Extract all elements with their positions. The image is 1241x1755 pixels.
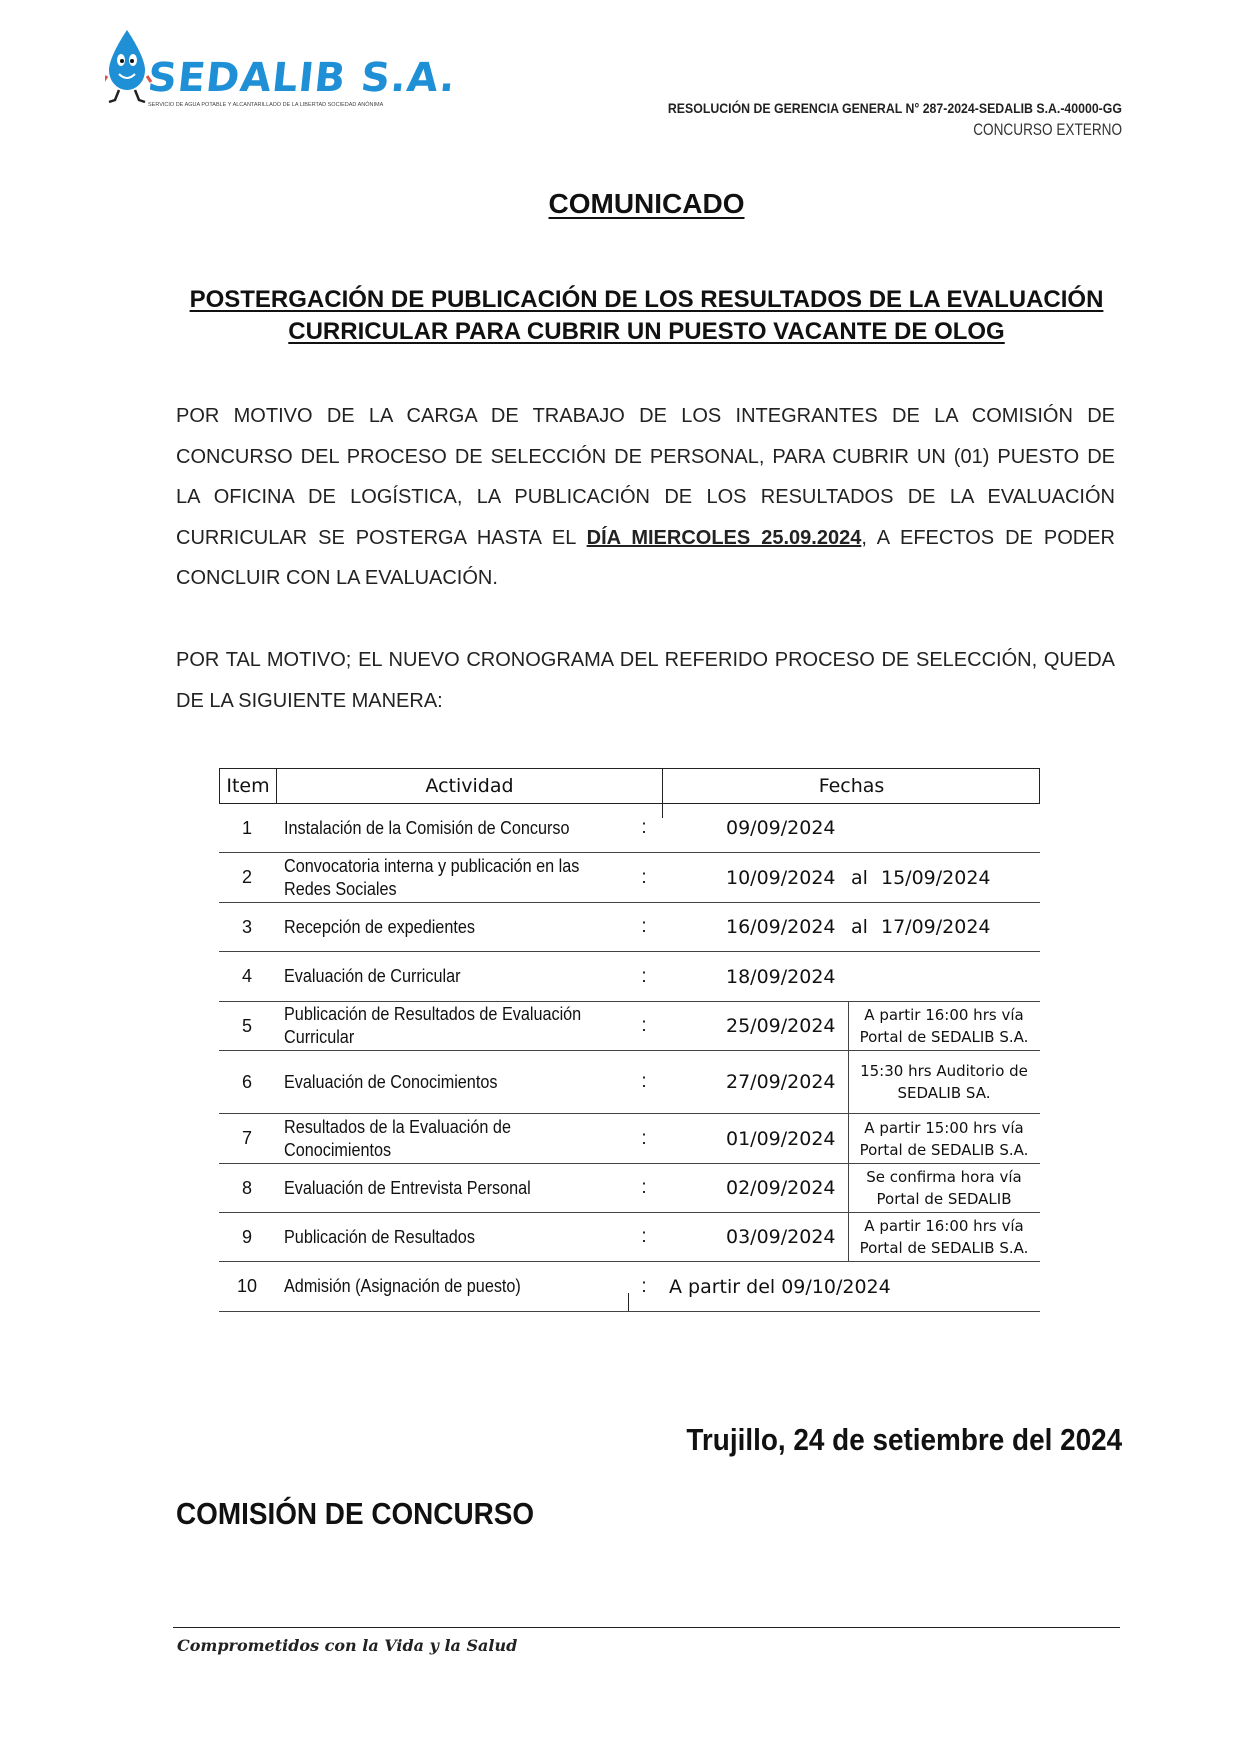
- row-date: 16/09/2024: [726, 916, 836, 938]
- row-date-end: 17/09/2024: [881, 916, 991, 938]
- footer-divider: [173, 1627, 1120, 1628]
- row-item-number: 7: [241, 1128, 252, 1148]
- row-activity: Convocatoria interna y publicación en las Redes Sociales: [284, 855, 580, 899]
- row-item-number: 2: [241, 867, 252, 887]
- place-and-date: Trujillo, 24 de setiembre del 2024: [686, 1422, 1122, 1457]
- row-item-number: 3: [241, 916, 252, 937]
- announcement-paragraph: [176, 396, 1115, 599]
- table-body: [219, 804, 1040, 1312]
- row-item-number: 6: [241, 1071, 252, 1092]
- signature-committee: COMISIÓN DE CONCURSO: [176, 1496, 535, 1531]
- row-date: 09/09/2024: [726, 817, 836, 839]
- table-row: [219, 1114, 1040, 1164]
- logo-wordmark: SEDALIB S.A.: [145, 55, 459, 101]
- row-range-word: al: [851, 916, 868, 938]
- schedule-table: [219, 768, 1040, 1312]
- row-item-number: 9: [241, 1226, 252, 1247]
- new-date-highlight: DÍA MIERCOLES 25.09.2024: [586, 526, 862, 549]
- row-date: 02/09/2024: [726, 1177, 836, 1199]
- table-row: [219, 853, 1040, 903]
- document-subtitle-line-2: CURRICULAR PARA CUBRIR UN PUESTO VACANTE DE OLOG: [288, 318, 1005, 345]
- row-date-end: 15/09/2024: [881, 866, 991, 889]
- row-date-text: A partir del 09/10/2024: [669, 1275, 891, 1298]
- row-activity: Instalación de la Comisión de Concurso: [284, 817, 570, 838]
- table-row: [219, 1051, 1040, 1114]
- row-activity: Publicación de Resultados de Evaluación Curricular: [284, 1004, 582, 1047]
- paragraph-text-end: , A EFECTOS DE PODER CONCLUIR CON LA EVALUACIÓN.: [176, 526, 1115, 589]
- row-note: A partir 15:00 hrs vía Portal de SEDALIB S.A.: [859, 1118, 1029, 1159]
- table-row: [219, 952, 1040, 1002]
- row-date: 25/09/2024: [726, 1015, 836, 1037]
- row-date: 03/09/2024: [726, 1226, 836, 1248]
- contest-type: CONCURSO EXTERNO: [973, 120, 1122, 139]
- row-note: 15:30 hrs Auditorio de SEDALIB SA.: [860, 1062, 1028, 1102]
- row-activity: Admisión (Asignación de puesto): [284, 1276, 521, 1296]
- schedule-intro-paragraph: POR TAL MOTIVO; EL NUEVO CRONOGRAMA DEL REFERIDO PROCESO DE SELECCIÓN, QUEDA DE LA SIGUIENTE MANERA:: [176, 649, 1115, 712]
- row-date: 27/09/2024: [726, 1071, 836, 1093]
- document-subtitle-line-1: POSTERGACIÓN DE PUBLICACIÓN DE LOS RESULTADOS DE LA EVALUACIÓN: [189, 286, 1104, 313]
- water-drop-mascot-icon: [109, 30, 145, 90]
- row-date: 01/09/2024: [726, 1127, 836, 1150]
- row-activity: Evaluación de Conocimientos: [284, 1071, 498, 1092]
- row-colon: :: [641, 965, 647, 987]
- footer-slogan: Comprometidos con la Vida y la Salud: [177, 1636, 518, 1655]
- row-item-number: 1: [241, 817, 252, 838]
- row-colon: :: [641, 866, 647, 888]
- row-item-number: 5: [241, 1015, 252, 1036]
- row-colon: :: [641, 1015, 647, 1036]
- row-item-number: 8: [241, 1177, 252, 1198]
- header-fechas: Fechas: [818, 775, 885, 797]
- row-note: A partir 16:00 hrs vía Portal de SEDALIB S.A.: [859, 1217, 1029, 1257]
- paragraph-text: POR MOTIVO DE LA CARGA DE TRABAJO DE LOS INTEGRANTES DE LA COMISIÓN DE CONCURSO DEL PROCESO DE SELECCIÓN DE PERSONAL, PARA CUBRIR UN (01) PUESTO DE LA OFICINA DE LOGÍSTICA, LA PUBLICACIÓN DE LOS RESULTADOS DE LA EVALUACIÓN CURRICULAR SE POSTERGA HASTA EL: [176, 405, 1115, 549]
- row-range-word: al: [851, 866, 868, 889]
- row-colon: :: [641, 916, 647, 937]
- row-colon: :: [641, 1177, 647, 1198]
- table-row: [219, 1213, 1040, 1262]
- row-colon: :: [641, 1127, 647, 1149]
- row-activity: Recepción de expedientes: [284, 916, 475, 937]
- row-date: 10/09/2024: [726, 866, 836, 889]
- row-item-number: 4: [241, 966, 252, 986]
- table-row: [219, 1002, 1040, 1051]
- row-colon: :: [641, 1275, 647, 1297]
- table-row: [219, 1262, 1040, 1312]
- row-activity: Resultados de la Evaluación de Conocimientos: [284, 1116, 511, 1160]
- row-date: 18/09/2024: [726, 965, 836, 988]
- row-note: A partir 16:00 hrs vía Portal de SEDALIB S.A.: [859, 1006, 1029, 1046]
- table-row: [219, 903, 1040, 952]
- table-header: [219, 768, 1040, 804]
- resolution-reference: RESOLUCIÓN DE GERENCIA GENERAL N° 287-2024-SEDALIB S.A.-40000-GG: [667, 100, 1122, 116]
- table-row: [219, 1164, 1040, 1213]
- row-activity: Publicación de Resultados: [284, 1226, 475, 1247]
- row-colon: :: [641, 817, 647, 838]
- row-note: Se confirma hora vía Portal de SEDALIB: [866, 1168, 1022, 1208]
- row-colon: :: [641, 1071, 647, 1092]
- header-actividad: Actividad: [277, 769, 663, 803]
- row-colon: :: [641, 1226, 647, 1247]
- logo-tagline: SERVICIO DE AGUA POTABLE Y ALCANTARILLADO DE LA LIBERTAD SOCIEDAD ANÓNIMA: [148, 102, 384, 108]
- table-row: [219, 804, 1040, 853]
- row-activity: Evaluación de Curricular: [284, 966, 461, 986]
- row-activity: Evaluación de Entrevista Personal: [284, 1177, 531, 1198]
- document-title: COMUNICADO: [548, 188, 745, 219]
- row-item-number: 10: [236, 1276, 258, 1296]
- header-item: Item: [220, 769, 277, 803]
